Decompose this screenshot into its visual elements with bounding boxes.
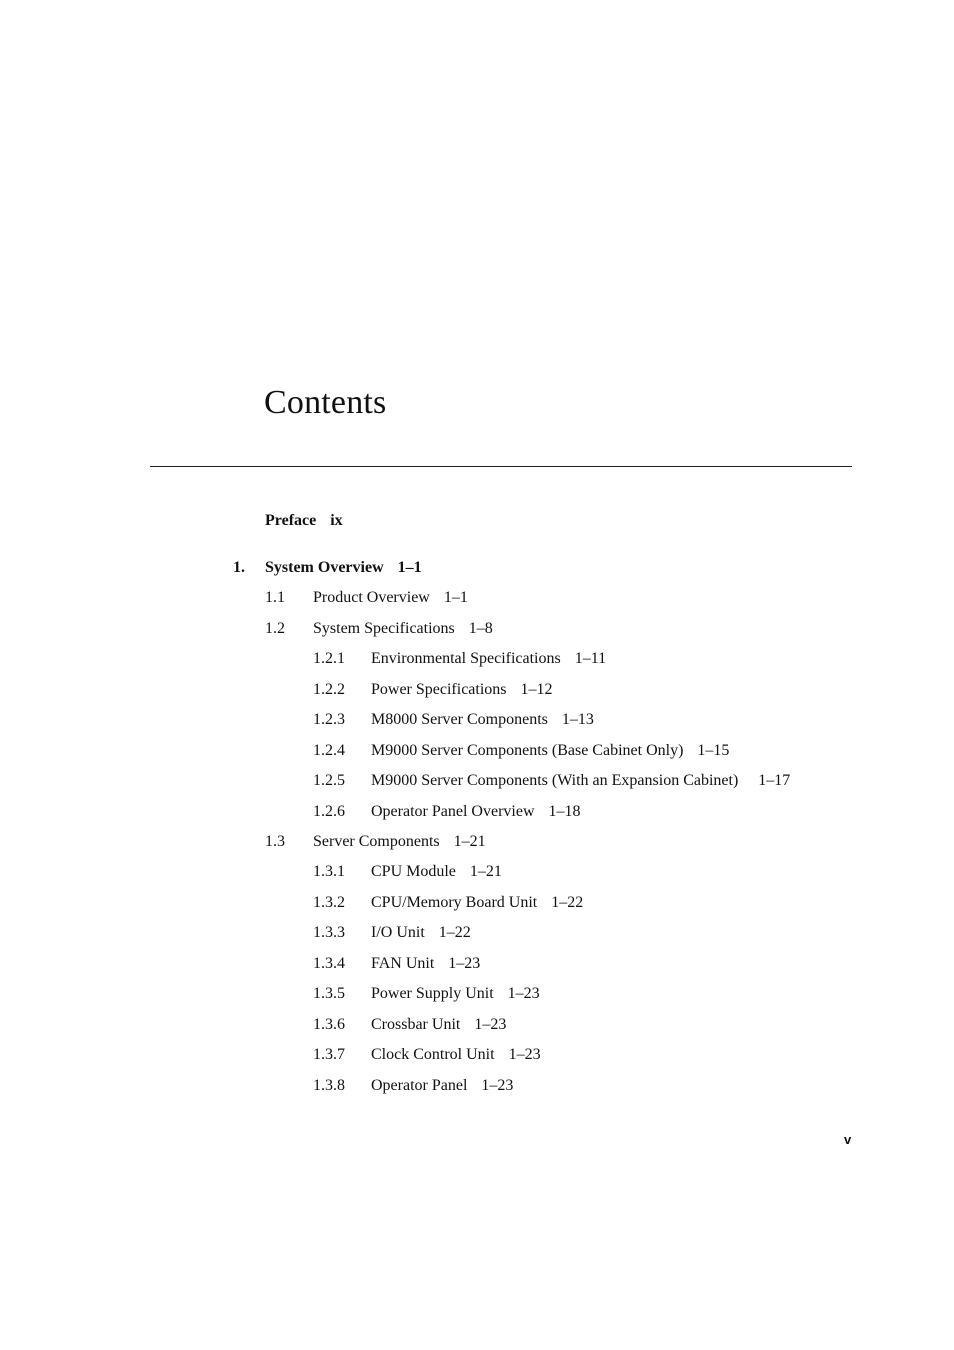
toc-entry-number: 1.3.1 [313, 863, 345, 880]
toc-entry-page: 1–1 [397, 559, 422, 576]
toc-entry-1-2[interactable] [265, 617, 865, 641]
toc-entry-label: I/O Unit [371, 924, 425, 941]
toc-entry-label: Crossbar Unit [371, 1016, 461, 1033]
toc-entry-1-3-3[interactable] [313, 921, 873, 945]
toc-entry-page: ix [330, 512, 343, 529]
toc-entry-number: 1.3.8 [313, 1077, 345, 1094]
toc-entry-label: Power Supply Unit [371, 985, 494, 1002]
toc-entry-1-3-1[interactable] [313, 860, 873, 884]
toc-entry-number: 1.2.1 [313, 650, 345, 667]
toc-entry-page: 1–21 [469, 863, 502, 880]
toc-entry-label: Power Specifications [371, 681, 507, 698]
toc-entry-number: 1.3.2 [313, 894, 345, 911]
toc-entry-1-2-1[interactable] [313, 647, 873, 671]
toc-entry-number: 1.1 [265, 589, 285, 606]
toc-entry-number: 1.3.7 [313, 1046, 345, 1063]
toc-entry-label: M9000 Server Components (Base Cabinet Only) [371, 742, 684, 759]
toc-entry-page: 1–8 [468, 620, 493, 637]
toc-entry-1-3-4[interactable] [313, 952, 873, 976]
toc-entry-page: 1–11 [574, 650, 607, 667]
toc-entry-1-2-4[interactable] [313, 739, 873, 763]
toc-entry-number: 1.2 [265, 620, 285, 637]
toc-entry-page: 1–12 [520, 681, 553, 698]
toc-entry-number: 1. [233, 559, 245, 576]
toc-entry-label: CPU/Memory Board Unit [371, 894, 538, 911]
toc-entry-1-3-6[interactable] [313, 1013, 873, 1037]
page-title: Contents [264, 384, 387, 421]
toc-entry-label: M8000 Server Components [371, 711, 548, 728]
toc-entry-label: M9000 Server Components (With an Expansion Cabinet) [371, 772, 739, 789]
toc-entry-number: 1.3.4 [313, 955, 345, 972]
toc-entry-label: Clock Control Unit [371, 1046, 495, 1063]
toc-entry-label: Preface [265, 512, 317, 529]
toc-entry-number: 1.3.6 [313, 1016, 345, 1033]
toc-entry-label: Product Overview [313, 589, 430, 606]
toc-entry-label: Server Components [313, 833, 440, 850]
toc-entry-page: 1–21 [453, 833, 486, 850]
toc-entry-label: FAN Unit [371, 955, 435, 972]
toc-entry-label: CPU Module [371, 863, 456, 880]
toc-entry-1-3-5[interactable] [313, 982, 873, 1006]
toc-entry-1-3[interactable] [265, 830, 865, 854]
toc-entry-page: 1–17 [758, 772, 791, 789]
toc-entry-page: 1–1 [443, 589, 468, 606]
toc-entry-number: 1.2.3 [313, 711, 345, 728]
toc-entry-page: 1–23 [507, 985, 540, 1002]
toc-entry-label: System Overview [265, 559, 384, 576]
toc-entry-1-2-2[interactable] [313, 678, 873, 702]
toc-entry-page: 1–23 [508, 1046, 541, 1063]
toc-entry-page: 1–23 [448, 955, 481, 972]
page-number: v [844, 1132, 852, 1147]
toc-entry-page: 1–22 [438, 924, 471, 941]
toc-entry-1-3-8[interactable] [313, 1074, 873, 1098]
toc-entry-number: 1.3 [265, 833, 285, 850]
toc-entry-label: Environmental Specifications [371, 650, 561, 667]
toc-entry-number: 1.2.5 [313, 772, 345, 789]
toc-entry-page: 1–13 [561, 711, 594, 728]
toc-entry-page: 1–23 [481, 1077, 514, 1094]
toc-entry-page: 1–18 [548, 803, 581, 820]
toc-entry-page: 1–23 [474, 1016, 507, 1033]
toc-entry-page: 1–22 [551, 894, 584, 911]
toc-entry-1-2-5[interactable] [313, 769, 873, 793]
toc-entry-1-3-2[interactable] [313, 891, 873, 915]
toc-entry-1-2-6[interactable] [313, 800, 873, 824]
toc-entry-number: 1.2.2 [313, 681, 345, 698]
toc-entry-preface[interactable] [265, 509, 343, 533]
toc-entry-label: Operator Panel Overview [371, 803, 535, 820]
toc-entry-1-2-3[interactable] [313, 708, 873, 732]
toc-entry-page: 1–15 [697, 742, 730, 759]
toc-entry-label: System Specifications [313, 620, 455, 637]
toc-entry-chapter-1[interactable] [233, 556, 833, 580]
toc-entry-number: 1.3.3 [313, 924, 345, 941]
toc-entry-number: 1.3.5 [313, 985, 345, 1002]
toc-entry-number: 1.2.6 [313, 803, 345, 820]
toc-entry-number: 1.2.4 [313, 742, 345, 759]
toc-entry-label: Operator Panel [371, 1077, 468, 1094]
toc-entry-1-1[interactable] [265, 586, 865, 610]
toc-entry-1-3-7[interactable] [313, 1043, 873, 1067]
